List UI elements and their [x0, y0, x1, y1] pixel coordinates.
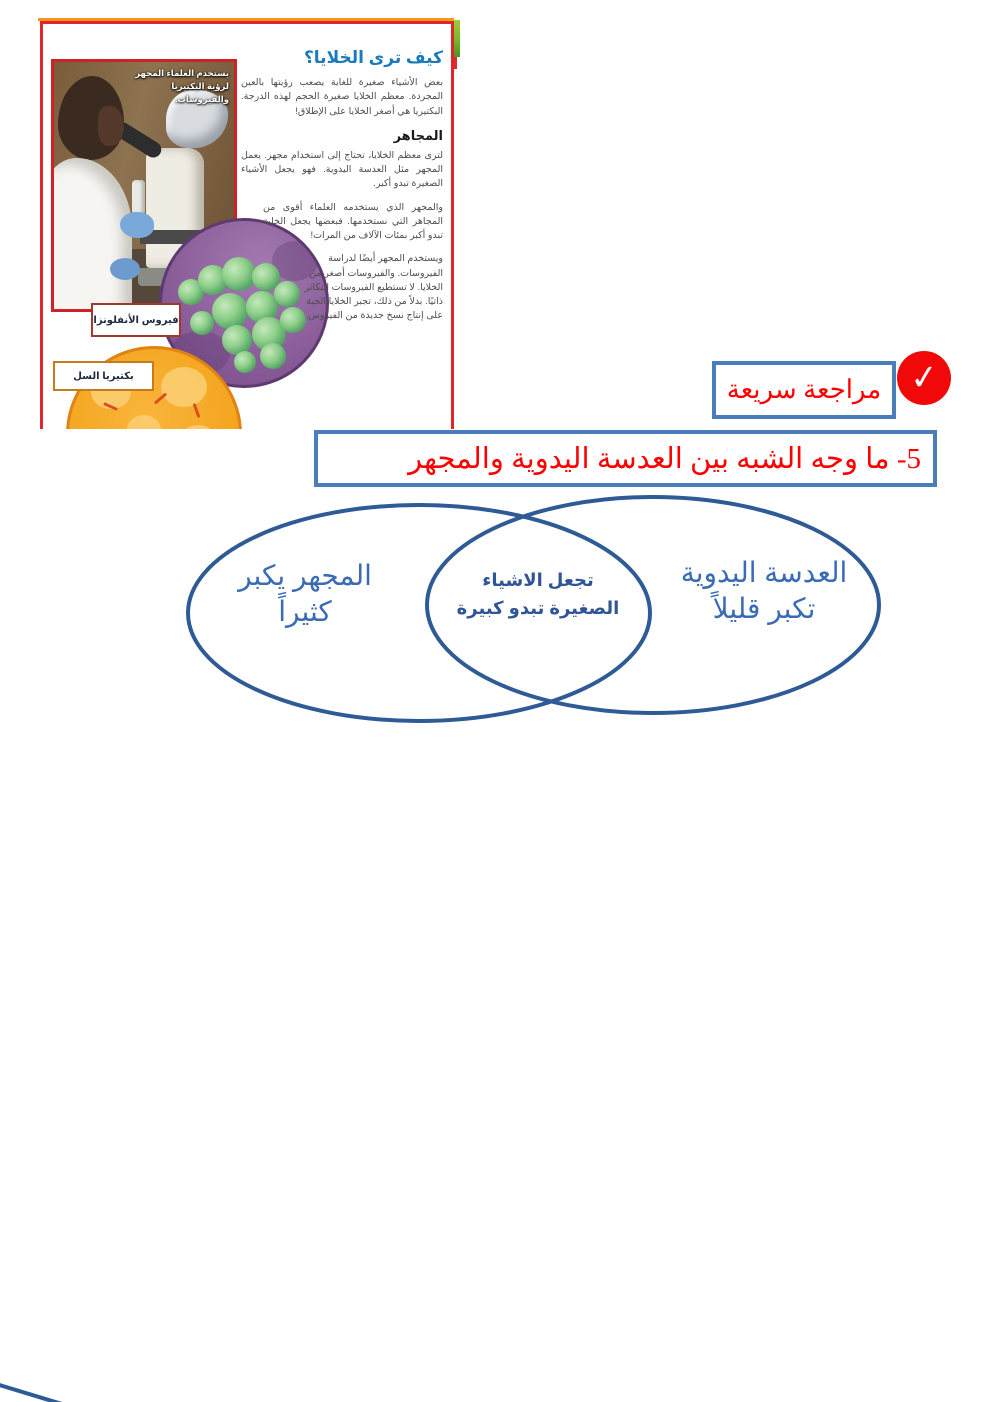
question-text: 5- ما وجه الشبه بين العدسة اليدوية والمجهر: [408, 443, 921, 475]
quick-review-box[interactable]: [712, 361, 896, 419]
venn-overlap-label[interactable]: تجعل الاشياء الصغيرة تبدو كبيرة: [456, 570, 620, 618]
corner-arc-fragment: [0, 1370, 90, 1402]
photo-caption: يستخدم العلماء المجهر لرؤية البكتيريا والفيروسات.: [135, 68, 229, 105]
viruses-paragraph: ويستخدم المجهر أيضًا لدراسة الفيروسات. والفيروسات أصغر من الخلايا. لا تستطيع الفيروسات التكاثر ذاتيًا. بدلاً من ذلك، تجبر الخلايا الحية على إنتاج نسخ جديدة من الفيروس.: [304, 253, 443, 322]
textbook-text-column: [241, 48, 443, 333]
textbook-scan: [40, 21, 454, 429]
microscopes-paragraph-2: والمجهر الذي يستخدمه العلماء أقوى من المجاهر التي نستخدمها. فبعضها يجعل الخلية تبدو أكبر بمئات الآلاف من المرات!: [263, 201, 443, 241]
tb-bacteria-label: بكتيريا السل: [53, 361, 154, 391]
check-icon: ✓: [907, 357, 941, 399]
influenza-virus-label: فيروس الأنفلونزا: [91, 303, 181, 337]
textbook-title: كيف ترى الخلايا؟: [303, 48, 443, 67]
textbook-intro-paragraph: بعض الأشياء صغيرة للغاية يصعب رؤيتها بالعين المجردة. معظم الخلايا صغيرة الحجم لهذه الدرجة. البكتيريا هي أصغر الخلايا على الإطلاق!: [241, 77, 443, 117]
venn-right-label[interactable]: العدسة اليدوية تكبر قليلاً: [680, 557, 848, 625]
lab-coat: [51, 158, 132, 312]
quick-review-label: مراجعة سريعة: [726, 375, 882, 404]
question-box[interactable]: [314, 430, 937, 487]
microscopes-paragraph-1: لترى معظم الخلايا، تحتاج إلى استخدام مجهر. يعمل المجهر مثل العدسة اليدوية. فهو يجعل الأشياء الصغيرة تبدو أكبر.: [241, 149, 443, 190]
check-badge: [897, 351, 951, 405]
microscopes-heading: المجاهر: [393, 127, 443, 143]
venn-left-label[interactable]: المجهر يكبر كثيراً: [238, 560, 372, 628]
blue-glove: [120, 212, 154, 238]
